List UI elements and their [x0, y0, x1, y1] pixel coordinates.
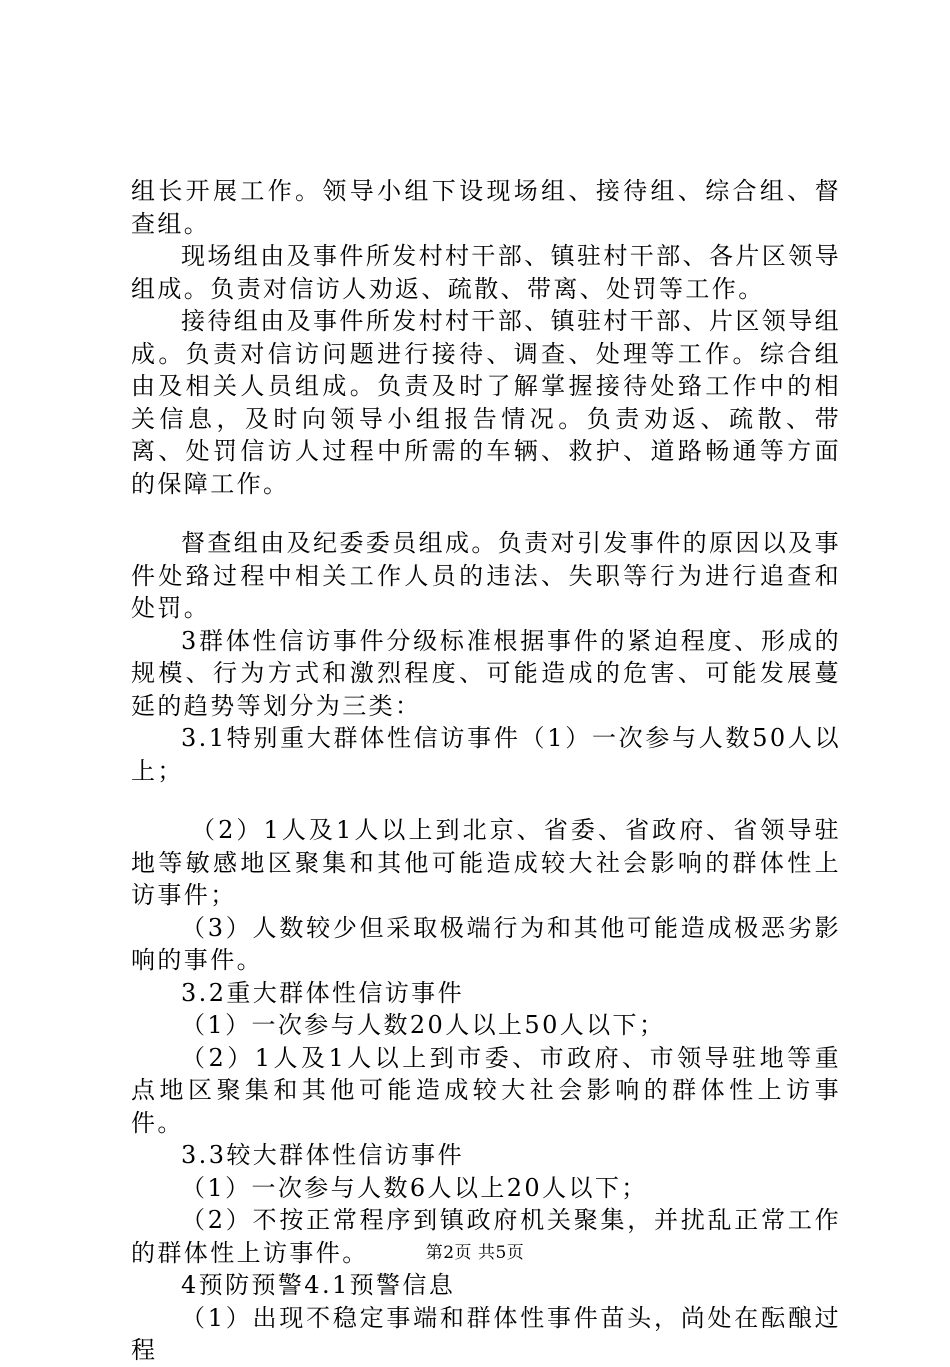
page-footer: 第2页 共5页 — [425, 1243, 525, 1263]
paragraph-6: 3.1特别重大群体性信访事件（1）一次参与人数50人以上； — [131, 724, 841, 785]
paragraph-14: （2）不按正常程序到镇政府机关聚集，并扰乱正常工作的群体性上访事件。 — [131, 1206, 841, 1267]
document-body — [131, 175, 841, 1367]
paragraph-1: 组长开展工作。领导小组下设现场组、接待组、综合组、督查组。 — [131, 177, 841, 238]
paragraph-7: （2）1人及1人以上到北京、省委、省政府、省领导驻地等敏感地区聚集和其他可能造成较大社会影响的群体性上访事件； — [131, 816, 841, 909]
paragraph-4: 督查组由及纪委委员组成。负责对引发事件的原因以及事件处臵过程中相关工作人员的违法、失职等行为进行追查和处罚。 — [131, 529, 841, 622]
paragraph-13: （1）一次参与人数6人以上20人以下； — [181, 1173, 648, 1202]
paragraph-12: 3.3较大群体性信访事件 — [181, 1141, 464, 1169]
paragraph-15: 4预防预警4.1预警信息 — [181, 1271, 456, 1299]
paragraph-10: （1）一次参与人数20人以上50人以下； — [181, 1011, 666, 1039]
paragraph-16: （1）出现不稳定事端和群体性事件苗头，尚处在酝酿过程 — [131, 1303, 841, 1364]
paragraph-5: 3群体性信访事件分级标准根据事件的紧迫程度、形成的规模、行为方式和激烈程度、可能造成的危害、可能发展蔓延的趋势等划分为三类： — [131, 626, 841, 720]
paragraph-3: 接待组由及事件所发村村干部、镇驻村干部、片区领导组成。负责对信访问题进行接待、调查、处理等工作。综合组由及相关人员组成。负责及时了解掌握接待处臵工作中的相关信息，及时向领导小组报告情况。负责劝返、疏散、带离、处罚信访人过程中所需的车辆、救护、道路畅通等方面的保障工作。 — [131, 307, 841, 498]
paragraph-9: 3.2重大群体性信访事件 — [181, 978, 464, 1007]
paragraph-11: （2）1人及1人以上到市委、市政府、市领导驻地等重点地区聚集和其他可能造成较大社会影响的群体性上访事件。 — [131, 1043, 841, 1137]
paragraph-8: （3）人数较少但采取极端行为和其他可能造成极恶劣影响的事件。 — [131, 913, 841, 974]
paragraph-2: 现场组由及事件所发村村干部、镇驻村干部、各片区领导组成。负责对信访人劝返、疏散、带离、处罚等工作。 — [131, 242, 841, 303]
